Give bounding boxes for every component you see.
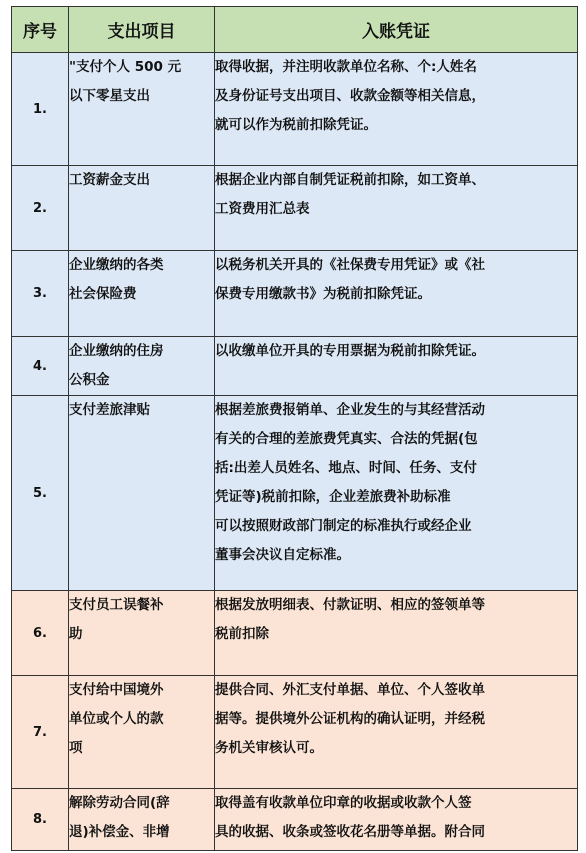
row-item-text: 支付员工误餐补 助 xyxy=(69,597,164,642)
header-number: 序号 xyxy=(12,7,69,53)
header-row xyxy=(12,7,578,53)
table-row xyxy=(12,396,578,591)
row-number: 5. xyxy=(12,396,69,591)
row-proof-text: 以收缴单位开具的专用票据为税前扣除凭证。 xyxy=(215,343,485,359)
row-item xyxy=(69,789,215,851)
row-number: 4. xyxy=(12,337,69,396)
row-proof-text: 根据差旅费报销单、企业发生的与其经营活动 有关的合理的差旅费凭真实、合法的凭据(包 括:出差人员姓名、地点、时间、任务、支付 凭证等)税前扣除，企业差旅费补助标准 可以按照财政部门制定的标准执行或经企业 董事会决议自定标准。 xyxy=(215,402,485,563)
row-proof-text: 提供合同、外汇支付单据、单位、个人签收单 据等。提供境外公证机构的确认证明，并经税 务机关审核认可。 xyxy=(215,682,485,756)
row-item-text: 工资薪金支出 xyxy=(69,172,150,188)
row-proof xyxy=(215,396,578,591)
row-item xyxy=(69,396,215,591)
row-number: 6. xyxy=(12,591,69,676)
table-row xyxy=(12,166,578,251)
row-proof xyxy=(215,337,578,396)
table-row xyxy=(12,53,578,166)
header-proof: 入账凭证 xyxy=(215,7,578,53)
row-proof-text: 以税务机关开具的《社保费专用凭证》或《社 保费专用缴款书》为税前扣除凭证。 xyxy=(215,257,485,302)
row-proof xyxy=(215,166,578,251)
row-item-text: 支付差旅津贴 xyxy=(69,402,150,418)
row-proof xyxy=(215,789,578,851)
row-number: 1. xyxy=(12,53,69,166)
row-item xyxy=(69,251,215,337)
row-proof xyxy=(215,676,578,789)
table-row xyxy=(12,676,578,789)
header-item: 支出项目 xyxy=(69,7,215,53)
row-item-text: 支付给中国境外 单位或个人的款 项 xyxy=(69,682,164,756)
row-number: 3. xyxy=(12,251,69,337)
table-row xyxy=(12,337,578,396)
row-proof xyxy=(215,251,578,337)
row-number: 2. xyxy=(12,166,69,251)
row-number: 7. xyxy=(12,676,69,789)
row-item xyxy=(69,166,215,251)
row-item-text: 企业缴纳的各类 社会保险费 xyxy=(69,257,164,302)
row-proof xyxy=(215,53,578,166)
row-item-text: "支付个人 500 元 以下零星支出 xyxy=(69,59,182,104)
table-row xyxy=(12,251,578,337)
row-item xyxy=(69,591,215,676)
row-proof-text: 根据企业内部自制凭证税前扣除，如工资单、 工资费用汇总表 xyxy=(215,172,485,217)
row-item xyxy=(69,676,215,789)
row-proof-text: 取得盖有收款单位印章的收据或收款个人签 具的收据、收条或签收花名册等单据。附合同 xyxy=(215,795,485,840)
row-item-text: 企业缴纳的住房 公积金 xyxy=(69,343,164,388)
row-item-text: 解除劳动合同(辞 退)补偿金、非增 xyxy=(69,795,170,840)
table-row xyxy=(12,789,578,851)
table-row xyxy=(12,591,578,676)
row-item xyxy=(69,337,215,396)
row-proof-text: 根据发放明细表、付款证明、相应的签领单等 税前扣除 xyxy=(215,597,485,642)
row-number: 8. xyxy=(12,789,69,851)
expense-voucher-table xyxy=(11,6,578,851)
row-proof-text: 取得收据，并注明收款单位名称、个:人姓名 及身份证号支出项目、收款金额等相关信息， 就可以作为税前扣除凭证。 xyxy=(215,59,485,133)
row-proof xyxy=(215,591,578,676)
row-item xyxy=(69,53,215,166)
